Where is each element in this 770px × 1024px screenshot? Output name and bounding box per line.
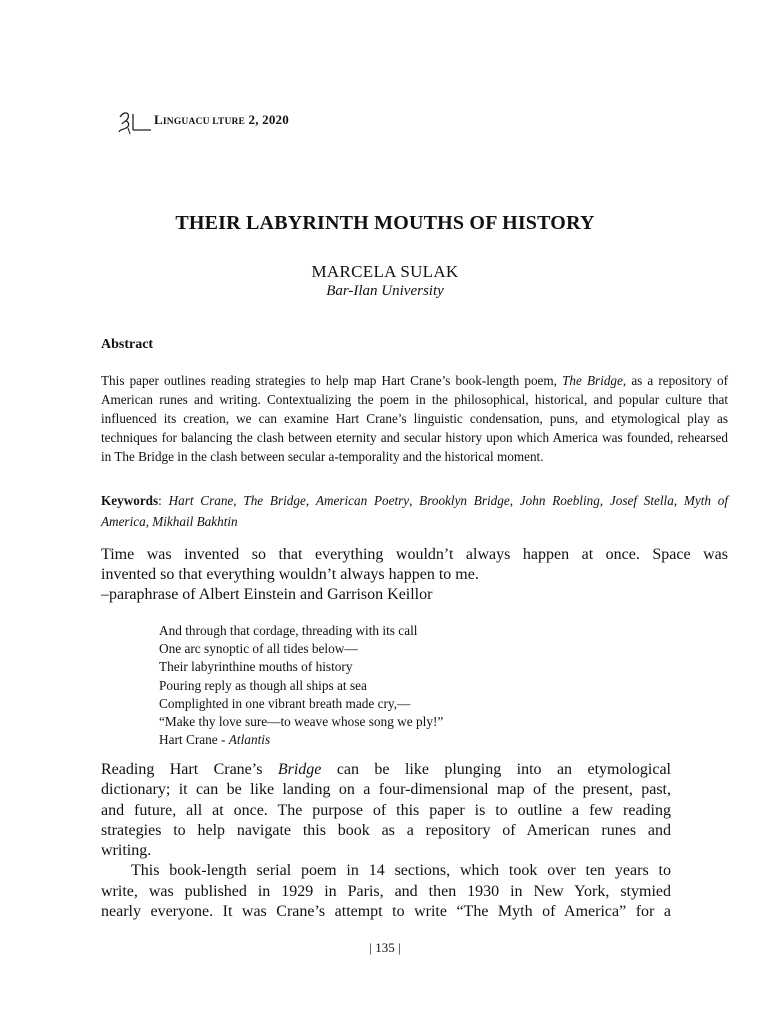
poem-credit: Hart Crane - Atlantis xyxy=(159,732,271,748)
keyword-item: John Roebling xyxy=(519,493,600,508)
epigraph-attribution: –paraphrase of Albert Einstein and Garrison Keillor xyxy=(101,586,433,603)
epigraph-line: Time was invented so that everything wouldn’t always happen at once. Space was xyxy=(101,546,728,563)
epigraph xyxy=(101,545,728,605)
paper-title: THEIR LABYRINTH MOUTHS OF HISTORY xyxy=(175,212,595,234)
body-text xyxy=(101,760,671,922)
poem-line: Complighted in one vibrant breath made cry,— xyxy=(159,695,411,711)
body-line: Reading Hart Crane’s Bridge can be like plunging into an etymological xyxy=(101,761,671,778)
journal-logo xyxy=(116,108,152,138)
keywords-label: Keywords xyxy=(101,493,159,508)
keyword-item: Myth of America xyxy=(101,493,729,529)
keyword-item: Hart Crane xyxy=(168,493,234,508)
running-header xyxy=(116,108,289,138)
poem-line: And through that cordage, threading with its call xyxy=(159,623,418,638)
poem-excerpt xyxy=(159,622,443,749)
author-name: MARCELA SULAK xyxy=(311,262,459,281)
page-number: | 135 | xyxy=(369,940,401,955)
abstract-text: This paper outlines reading strategies to help map Hart Crane’s book-length poem, The Bridge, as a repository of American runes and writing. Contextualizing the poem in the philosophical, historical, and popular culture that influenced its creation, we can examine Hart Crane’s linguistic condensation, puns, and etymological play as techniques for balancing the clash between eternity and secular history upon which America was founded, rehearsed in The Bridge in the clash between secular a-temporality and the historical moment. xyxy=(101,373,728,464)
keyword-item: Brooklyn Bridge xyxy=(419,493,510,508)
poem-line: Pouring reply as though all ships at sea xyxy=(159,677,367,693)
body-line: nearly everyone. It was Crane’s attempt to write “The Myth of America” for a xyxy=(101,903,671,921)
body-line: strategies to help navigate this book as a repository of American runes and xyxy=(101,821,671,839)
poem-line: One arc synoptic of all tides below— xyxy=(159,641,358,657)
poem-line: “Make thy love sure—to weave whose song we ply!” xyxy=(159,714,444,730)
keyword-item: Mikhail Bakhtin xyxy=(152,514,238,529)
body-line: dictionary; it can be like landing on a four-dimensional map of the present, past, xyxy=(101,781,671,799)
keyword-item: The Bridge xyxy=(243,493,306,508)
body-line: writing. xyxy=(101,842,152,860)
body-line: and future, all at once. The purpose of this paper is to outline a few reading xyxy=(101,801,671,819)
body-line: This book-length serial poem in 14 sections, which took over ten years to xyxy=(131,862,671,880)
poem-line: Their labyrinthine mouths of history xyxy=(159,659,353,675)
abstract-heading: Abstract xyxy=(101,337,154,352)
keyword-item: American Poetry xyxy=(315,493,410,508)
epigraph-line: invented so that everything wouldn’t always happen to me. xyxy=(101,566,479,583)
keyword-item: Josef Stella xyxy=(609,493,674,508)
author-affiliation: Bar-Ilan University xyxy=(326,283,444,299)
keywords: Keywords: Hart Crane, The Bridge, American Poetry, Brooklyn Bridge, John Roebling, Josef Stella, Myth of America, Mikhail Bakhtin xyxy=(101,493,729,529)
body-line: write, was published in 1929 in Paris, and then 1930 in New York, stymied xyxy=(101,882,671,900)
journal-name: LINGUACU LTURE 2, 2020 xyxy=(154,112,289,127)
